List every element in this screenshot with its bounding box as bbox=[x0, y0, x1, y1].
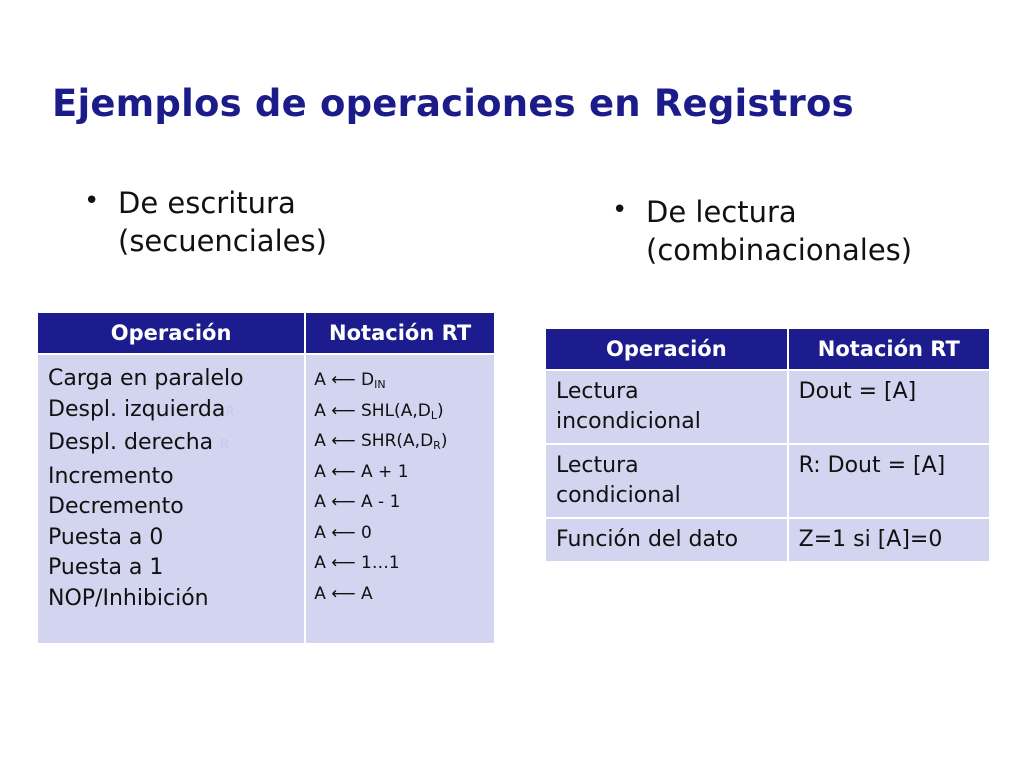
operation-item bbox=[48, 428, 294, 462]
operations-cell bbox=[37, 354, 305, 644]
operation-item: Carga en paralelo bbox=[48, 366, 244, 391]
table-row bbox=[545, 518, 990, 562]
bullet-dot-icon: • bbox=[612, 195, 628, 225]
bullet-dot-icon: • bbox=[84, 186, 100, 216]
notation-subscript: IN bbox=[374, 378, 386, 391]
operation-item: Decremento bbox=[48, 494, 184, 519]
operation-item: Puesta a 1 bbox=[48, 555, 164, 580]
bullet-write-text bbox=[118, 184, 327, 260]
operation-line: Lectura bbox=[556, 453, 639, 478]
bullet-write-line2: (secuenciales) bbox=[118, 224, 327, 258]
notation-cell: R: Dout = [A] bbox=[788, 444, 990, 518]
notation-cell: Z=1 si [A]=0 bbox=[788, 518, 990, 562]
operation-cell bbox=[545, 370, 788, 444]
notation-item bbox=[314, 396, 486, 427]
notation-subscript: R bbox=[433, 439, 441, 452]
bullet-read-line1: De lectura bbox=[646, 195, 797, 229]
notation-item: A ⟵ 0 bbox=[314, 522, 372, 543]
notation-item: A ⟵ A + 1 bbox=[314, 461, 409, 482]
operation-item bbox=[48, 395, 294, 429]
notation-subscript: L bbox=[430, 408, 437, 422]
notation-item bbox=[314, 365, 486, 396]
write-operations-table bbox=[36, 311, 496, 645]
operation-cell: Función del dato bbox=[545, 518, 788, 562]
bullet-write-line1: De escritura bbox=[118, 186, 296, 220]
notation-main: A ⟵ SHR(A,D bbox=[314, 431, 434, 451]
header-operacion: Operación bbox=[37, 312, 305, 354]
table-header-row bbox=[545, 328, 990, 370]
table-row bbox=[37, 354, 495, 644]
header-operacion: Operación bbox=[545, 328, 788, 370]
read-operations-table bbox=[544, 327, 991, 563]
notation-main: A ⟵ D bbox=[314, 370, 375, 390]
notation-cell: Dout = [A] bbox=[788, 370, 990, 444]
operation-cell bbox=[545, 444, 788, 518]
slide-title: Ejemplos de operaciones en Registros bbox=[52, 82, 854, 125]
operation-line: Lectura bbox=[556, 379, 639, 404]
bullet-read-line2: (combinacionales) bbox=[646, 233, 913, 267]
ghost-mark: R bbox=[225, 404, 235, 420]
bullet-read-text bbox=[646, 193, 912, 269]
operation-item: Puesta a 0 bbox=[48, 524, 164, 550]
notation-tail: ) bbox=[436, 400, 444, 421]
operation-label: Despl. izquierda bbox=[48, 396, 226, 422]
table-row bbox=[545, 444, 990, 518]
operation-line: condicional bbox=[556, 483, 681, 508]
notation-tail: ) bbox=[440, 431, 448, 451]
operation-label: Despl. derecha bbox=[48, 430, 214, 455]
header-notacion-rt: Notación RT bbox=[788, 328, 990, 370]
header-notacion-rt: Notación RT bbox=[305, 312, 495, 354]
table-header-row bbox=[37, 312, 495, 354]
ghost-mark: R bbox=[220, 438, 230, 453]
notation-item: A ⟵ 1…1 bbox=[314, 553, 400, 573]
notation-item: A ⟵ A bbox=[314, 583, 373, 604]
operation-item: NOP/Inhibición bbox=[48, 585, 209, 611]
operation-line: incondicional bbox=[556, 409, 701, 434]
notation-main: A ⟵ SHL(A,D bbox=[314, 400, 431, 421]
table-row bbox=[545, 370, 990, 444]
notation-item: A ⟵ A - 1 bbox=[314, 492, 401, 512]
operation-item: Incremento bbox=[48, 463, 174, 489]
notation-item bbox=[314, 426, 486, 457]
notations-cell bbox=[305, 354, 495, 644]
